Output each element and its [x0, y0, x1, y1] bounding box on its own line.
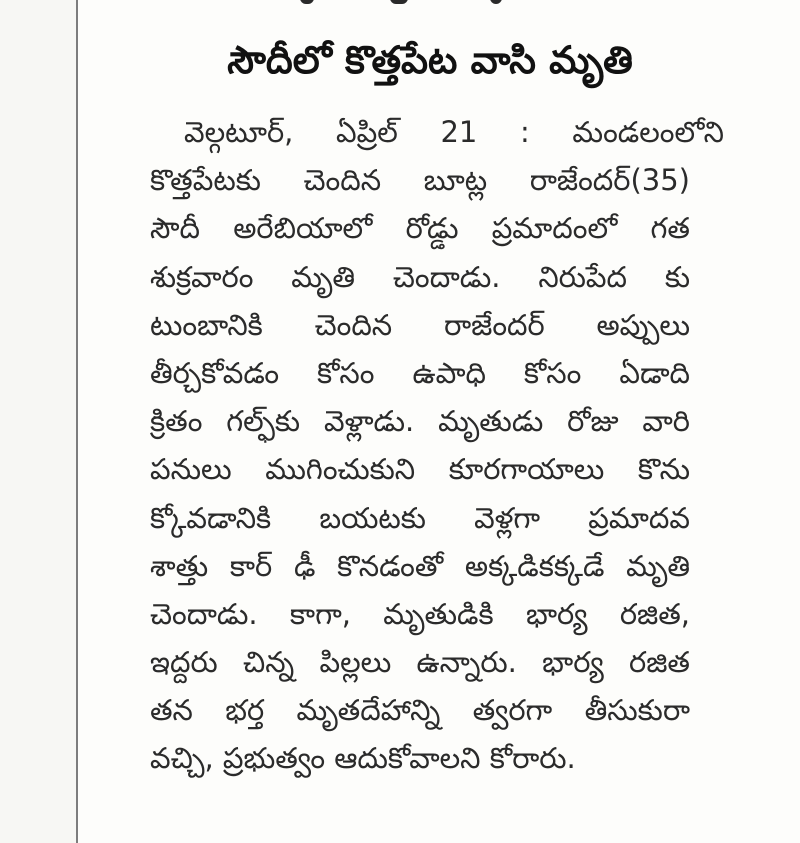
column-divider [76, 0, 78, 843]
cropped-previous-text [190, 0, 610, 12]
body-line: ఇద్దరు చిన్న పిల్లలు ఉన్నారు. భార్య రజిత [150, 645, 690, 680]
article-headline: సౌదీలో కొత్తపేట వాసి మృతి [227, 38, 633, 82]
body-line: పనులు ముగించుకుని కూరగాయాలు కొను [150, 452, 690, 487]
news-article [150, 30, 724, 783]
body-line: శాత్తు కార్ ఢీ కొనడంతో అక్కడికక్కడే మృతి [150, 548, 690, 583]
body-line: కొత్తపేటకు చెందిన బూట్ల రాజేందర్(35) [150, 163, 690, 198]
body-line: క్రితం గల్ఫ్‌కు వెళ్లాడు. మృతుడు రోజు వారి [150, 404, 690, 439]
body-line: క్కోవడానికి బయటకు వెళ్లగా ప్రమాదవ [150, 500, 690, 535]
body-line: సౌదీ అరేబియాలో రోడ్డు ప్రమాదంలో గత [150, 211, 690, 246]
body-line: టుంబానికి చెందిన రాజేందర్ అప్పులు [150, 307, 690, 342]
body-line: వచ్చి, ప్రభుత్వం ఆదుకోవాలని కోరారు. [150, 741, 576, 776]
body-line: తన భర్త మృతదేహాన్ని త్వరగా తీసుకురా [150, 693, 690, 728]
adjacent-column-margin [0, 0, 76, 843]
body-line: తీర్చకోవడం కోసం ఉపాధి కోసం ఏడాది [150, 355, 690, 390]
article-body [150, 108, 724, 783]
body-line: వెల్గటూర్, ఏప్రిల్ 21 : మండలంలోని [184, 115, 724, 149]
body-line: శుక్రవారం మృతి చెందాడు. నిరుపేద కు [150, 259, 690, 294]
body-line: చెందాడు. కాగా, మృతుడికి భార్య రజిత, [150, 596, 690, 631]
